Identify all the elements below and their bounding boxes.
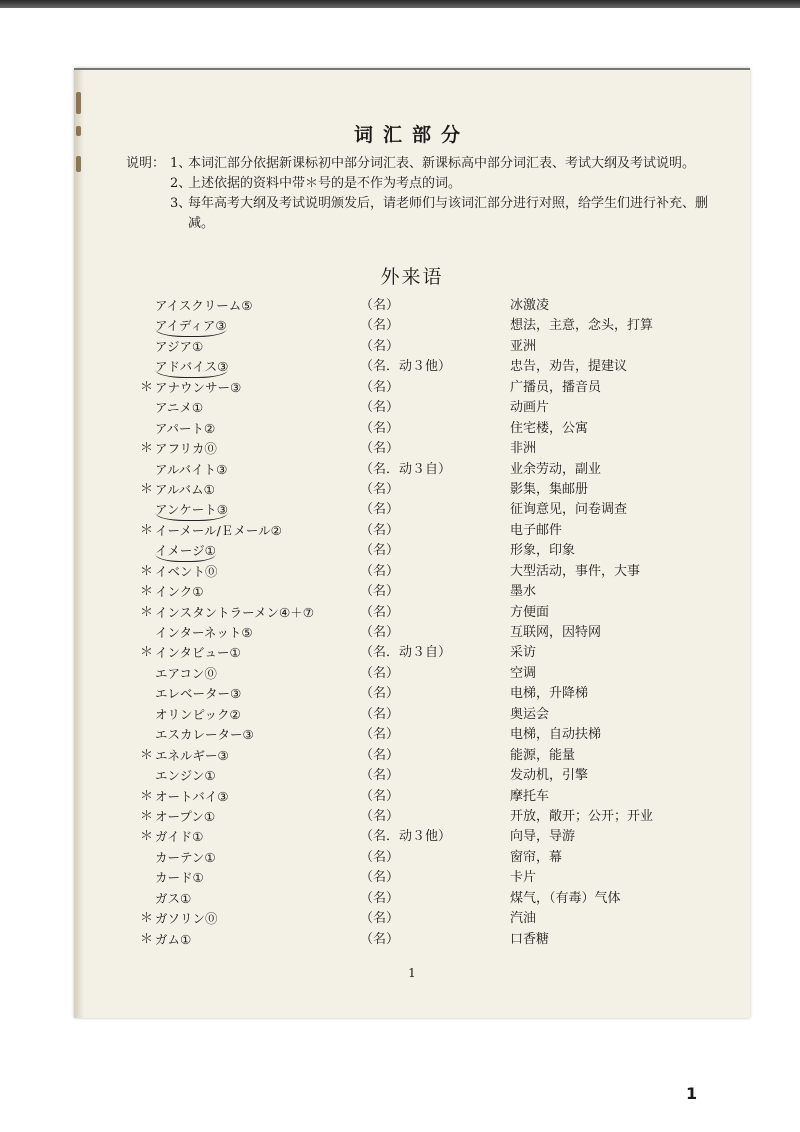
vocab-meaning: 动画片 [510, 400, 550, 416]
vocab-part-of-speech: （名） [360, 543, 400, 559]
vocab-meaning: 住宅楼，公寓 [510, 420, 589, 436]
vocab-star-marker: ＊ [140, 584, 154, 600]
vocab-entry [74, 868, 750, 888]
vocab-entry [74, 521, 750, 541]
vocab-meaning: 电子邮件 [510, 522, 563, 538]
vocab-word: カーテン① [155, 849, 216, 865]
vocab-word: アパート② [155, 420, 216, 436]
vocab-entry [74, 827, 750, 847]
vocab-entry [74, 316, 750, 336]
vocab-word: インスタントラーメン④＋⑦ [155, 604, 314, 620]
vocab-word: エアコン⓪ [155, 665, 217, 681]
scanner-edge [0, 0, 800, 8]
vocab-word: エスカレーター③ [155, 727, 254, 743]
vocab-word: エレベーター③ [155, 686, 242, 702]
document-page [74, 68, 750, 1018]
binding-mark [76, 156, 81, 172]
vocab-part-of-speech: （名） [360, 849, 400, 865]
binding-mark [76, 92, 81, 114]
instruction-item [170, 194, 730, 234]
vocab-part-of-speech: （名．动３自） [360, 461, 452, 477]
vocab-part-of-speech: （名．动３他） [360, 359, 452, 375]
vocab-word: ガス① [155, 890, 192, 906]
vocab-star-marker: ＊ [140, 563, 154, 579]
vocab-entry [74, 337, 750, 357]
section-title: 外来语 [380, 266, 444, 288]
vocab-meaning: 窗帘，幕 [510, 849, 563, 865]
vocab-meaning: 忠告，劝告，提建议 [510, 359, 628, 375]
vocab-meaning: 形象，印象 [510, 543, 576, 559]
vocab-word: アルバイト③ [155, 461, 228, 477]
vocab-star-marker: ＊ [140, 931, 154, 947]
instruction-number: 2、 [170, 176, 192, 191]
vocab-word: エンジン① [155, 768, 216, 784]
vocab-entry [74, 460, 750, 480]
vocab-entry [74, 807, 750, 827]
vocab-entry [74, 930, 750, 950]
vocab-star-marker: ＊ [140, 604, 154, 620]
vocab-word: インク① [155, 584, 204, 600]
vocab-meaning: 能源，能量 [510, 747, 576, 763]
vocab-entry [74, 378, 750, 398]
vocab-part-of-speech: （名） [360, 584, 400, 600]
vocab-entry [74, 643, 750, 663]
vocab-star-marker: ＊ [140, 788, 154, 804]
vocab-meaning: 亚洲 [510, 338, 537, 354]
vocab-entry [74, 848, 750, 868]
vocab-word: オートバイ③ [155, 788, 229, 804]
vocab-word: イーメール/Ｅメール② [155, 522, 282, 538]
vocab-entry [74, 684, 750, 704]
vocab-meaning: 汽油 [510, 911, 537, 927]
vocab-star-marker: ＊ [140, 747, 154, 763]
vocab-part-of-speech: （名） [360, 911, 400, 927]
vocab-entry [74, 705, 750, 725]
vocabulary-list [74, 296, 750, 950]
vocab-meaning: 墨水 [510, 584, 537, 600]
vocab-entry [74, 725, 750, 745]
vocab-entry [74, 909, 750, 929]
vocab-entry [74, 664, 750, 684]
vocab-star-marker: ＊ [140, 808, 154, 824]
vocab-part-of-speech: （名） [360, 665, 400, 681]
vocab-meaning: 广播员，播音员 [510, 379, 602, 395]
vocab-entry [74, 562, 750, 582]
vocab-star-marker: ＊ [140, 481, 154, 497]
vocab-word: カード① [155, 870, 204, 886]
vocab-meaning: 影集，集邮册 [510, 481, 589, 497]
vocab-part-of-speech: （名） [360, 931, 400, 947]
instruction-text: 每年高考大纲及考试说明颁发后，请老师们与该词汇部分进行对照，给学生们进行补充、删减。 [188, 196, 709, 231]
vocab-entry [74, 582, 750, 602]
vocab-meaning: 摩托车 [510, 788, 550, 804]
vocab-part-of-speech: （名） [360, 604, 400, 620]
vocab-meaning: 采访 [510, 645, 537, 661]
vocab-meaning: 发动机，引擎 [510, 768, 589, 784]
vocab-star-marker: ＊ [140, 911, 154, 927]
vocab-part-of-speech: （名） [360, 768, 400, 784]
vocab-part-of-speech: （名） [360, 420, 400, 436]
vocab-meaning: 煤气，（有毒）气体 [510, 890, 621, 906]
vocab-entry [74, 746, 750, 766]
instruction-item [170, 154, 730, 174]
page-title: 词汇部分 [353, 124, 470, 146]
vocab-word: イメージ① [155, 541, 216, 562]
instruction-number: 3、 [170, 196, 192, 211]
vocab-entry [74, 439, 750, 459]
vocab-meaning: 互联网，因特网 [510, 625, 602, 640]
vocab-entry [74, 500, 750, 520]
instructions [126, 154, 730, 234]
vocab-meaning: 想法，主意，念头，打算 [510, 318, 654, 334]
vocab-part-of-speech: （名．动３自） [360, 645, 452, 661]
instruction-text: 本词汇部分依据新课标初中部分词汇表、新课标高中部分词汇表、考试大纲及考试说明。 [188, 156, 696, 171]
vocab-meaning: 大型活动，事件，大事 [510, 563, 641, 579]
vocab-part-of-speech: （名） [360, 625, 400, 640]
vocab-star-marker: ＊ [140, 645, 154, 661]
vocab-star-marker: ＊ [140, 522, 154, 538]
instruction-text: 上述依据的资料中带＊号的是不作为考点的词。 [188, 176, 462, 191]
vocab-part-of-speech: （名） [360, 318, 400, 334]
vocab-meaning: 卡片 [510, 870, 537, 886]
vocab-entry [74, 398, 750, 418]
vocab-entry [74, 766, 750, 786]
vocab-part-of-speech: （名） [360, 808, 400, 824]
vocab-entry [74, 357, 750, 377]
vocab-word: アンケート③ [155, 500, 228, 521]
vocab-entry [74, 296, 750, 316]
vocab-word: アルバム① [155, 481, 215, 497]
vocab-meaning: 冰激凌 [510, 298, 550, 313]
vocab-part-of-speech: （名） [360, 788, 400, 804]
vocab-part-of-speech: （名） [360, 400, 400, 416]
vocab-word: ガム① [155, 931, 192, 947]
vocab-part-of-speech: （名） [360, 298, 400, 313]
vocab-word: アイスクリーム⑤ [155, 298, 253, 313]
vocab-word: イベント⓪ [155, 563, 218, 579]
vocab-part-of-speech: （名） [360, 379, 400, 395]
vocab-meaning: 电梯，升降梯 [510, 686, 589, 702]
vocab-word: アドバイス③ [155, 357, 228, 378]
vocab-part-of-speech: （名） [360, 706, 400, 722]
vocab-meaning: 口香糖 [510, 931, 550, 947]
vocab-word: ガイド① [155, 829, 204, 845]
instructions-prefix: 说明： [126, 156, 166, 171]
vocab-part-of-speech: （名） [360, 686, 400, 702]
vocab-meaning: 向导，导游 [510, 829, 576, 845]
vocab-star-marker: ＊ [140, 441, 154, 457]
vocab-meaning: 空调 [510, 665, 537, 681]
vocab-word: インタビュー① [155, 645, 241, 661]
vocab-entry [74, 623, 750, 643]
vocab-word: オープン① [155, 808, 216, 824]
vocab-word: オリンピック② [155, 706, 241, 722]
vocab-part-of-speech: （名） [360, 747, 400, 763]
vocab-meaning: 电梯，自动扶梯 [510, 727, 602, 743]
vocab-part-of-speech: （名） [360, 481, 400, 497]
vocab-meaning: 业余劳动，副业 [510, 461, 602, 477]
vocab-word: アニメ① [155, 400, 204, 416]
vocab-star-marker: ＊ [140, 829, 154, 845]
vocab-part-of-speech: （名） [360, 890, 400, 906]
vocab-part-of-speech: （名） [360, 338, 400, 354]
vocab-word: アナウンサー③ [155, 379, 242, 395]
vocab-entry [74, 787, 750, 807]
instruction-item [170, 174, 730, 194]
vocab-part-of-speech: （名） [360, 727, 400, 743]
vocab-entry [74, 541, 750, 561]
vocab-star-marker: ＊ [140, 379, 154, 395]
instruction-number: 1、 [170, 156, 192, 171]
vocab-word: ガソリン⓪ [155, 911, 218, 927]
page-number: 1 [408, 966, 416, 980]
vocab-entry [74, 480, 750, 500]
vocab-part-of-speech: （名） [360, 502, 400, 518]
vocab-part-of-speech: （名．动３他） [360, 829, 452, 845]
vocab-word: アフリカ⓪ [155, 441, 217, 457]
vocab-word: アジア① [155, 338, 204, 354]
corner-page-number: 1 [686, 1084, 698, 1103]
vocab-part-of-speech: （名） [360, 870, 400, 886]
vocab-entry [74, 889, 750, 909]
vocab-part-of-speech: （名） [360, 522, 400, 538]
vocab-meaning: 征询意见，问卷调查 [510, 502, 628, 518]
vocab-part-of-speech: （名） [360, 563, 400, 579]
vocab-meaning: 开放，敞开；公开；开业 [510, 808, 654, 824]
vocab-entry [74, 419, 750, 439]
vocab-word: インターネット⑤ [155, 625, 253, 640]
vocab-word: エネルギー③ [155, 747, 229, 763]
vocab-entry [74, 603, 750, 623]
vocab-word: アイディア③ [155, 316, 227, 337]
vocab-meaning: 奥运会 [510, 706, 550, 722]
vocab-part-of-speech: （名） [360, 441, 400, 457]
vocab-meaning: 非洲 [510, 441, 537, 457]
vocab-meaning: 方便面 [510, 604, 550, 620]
